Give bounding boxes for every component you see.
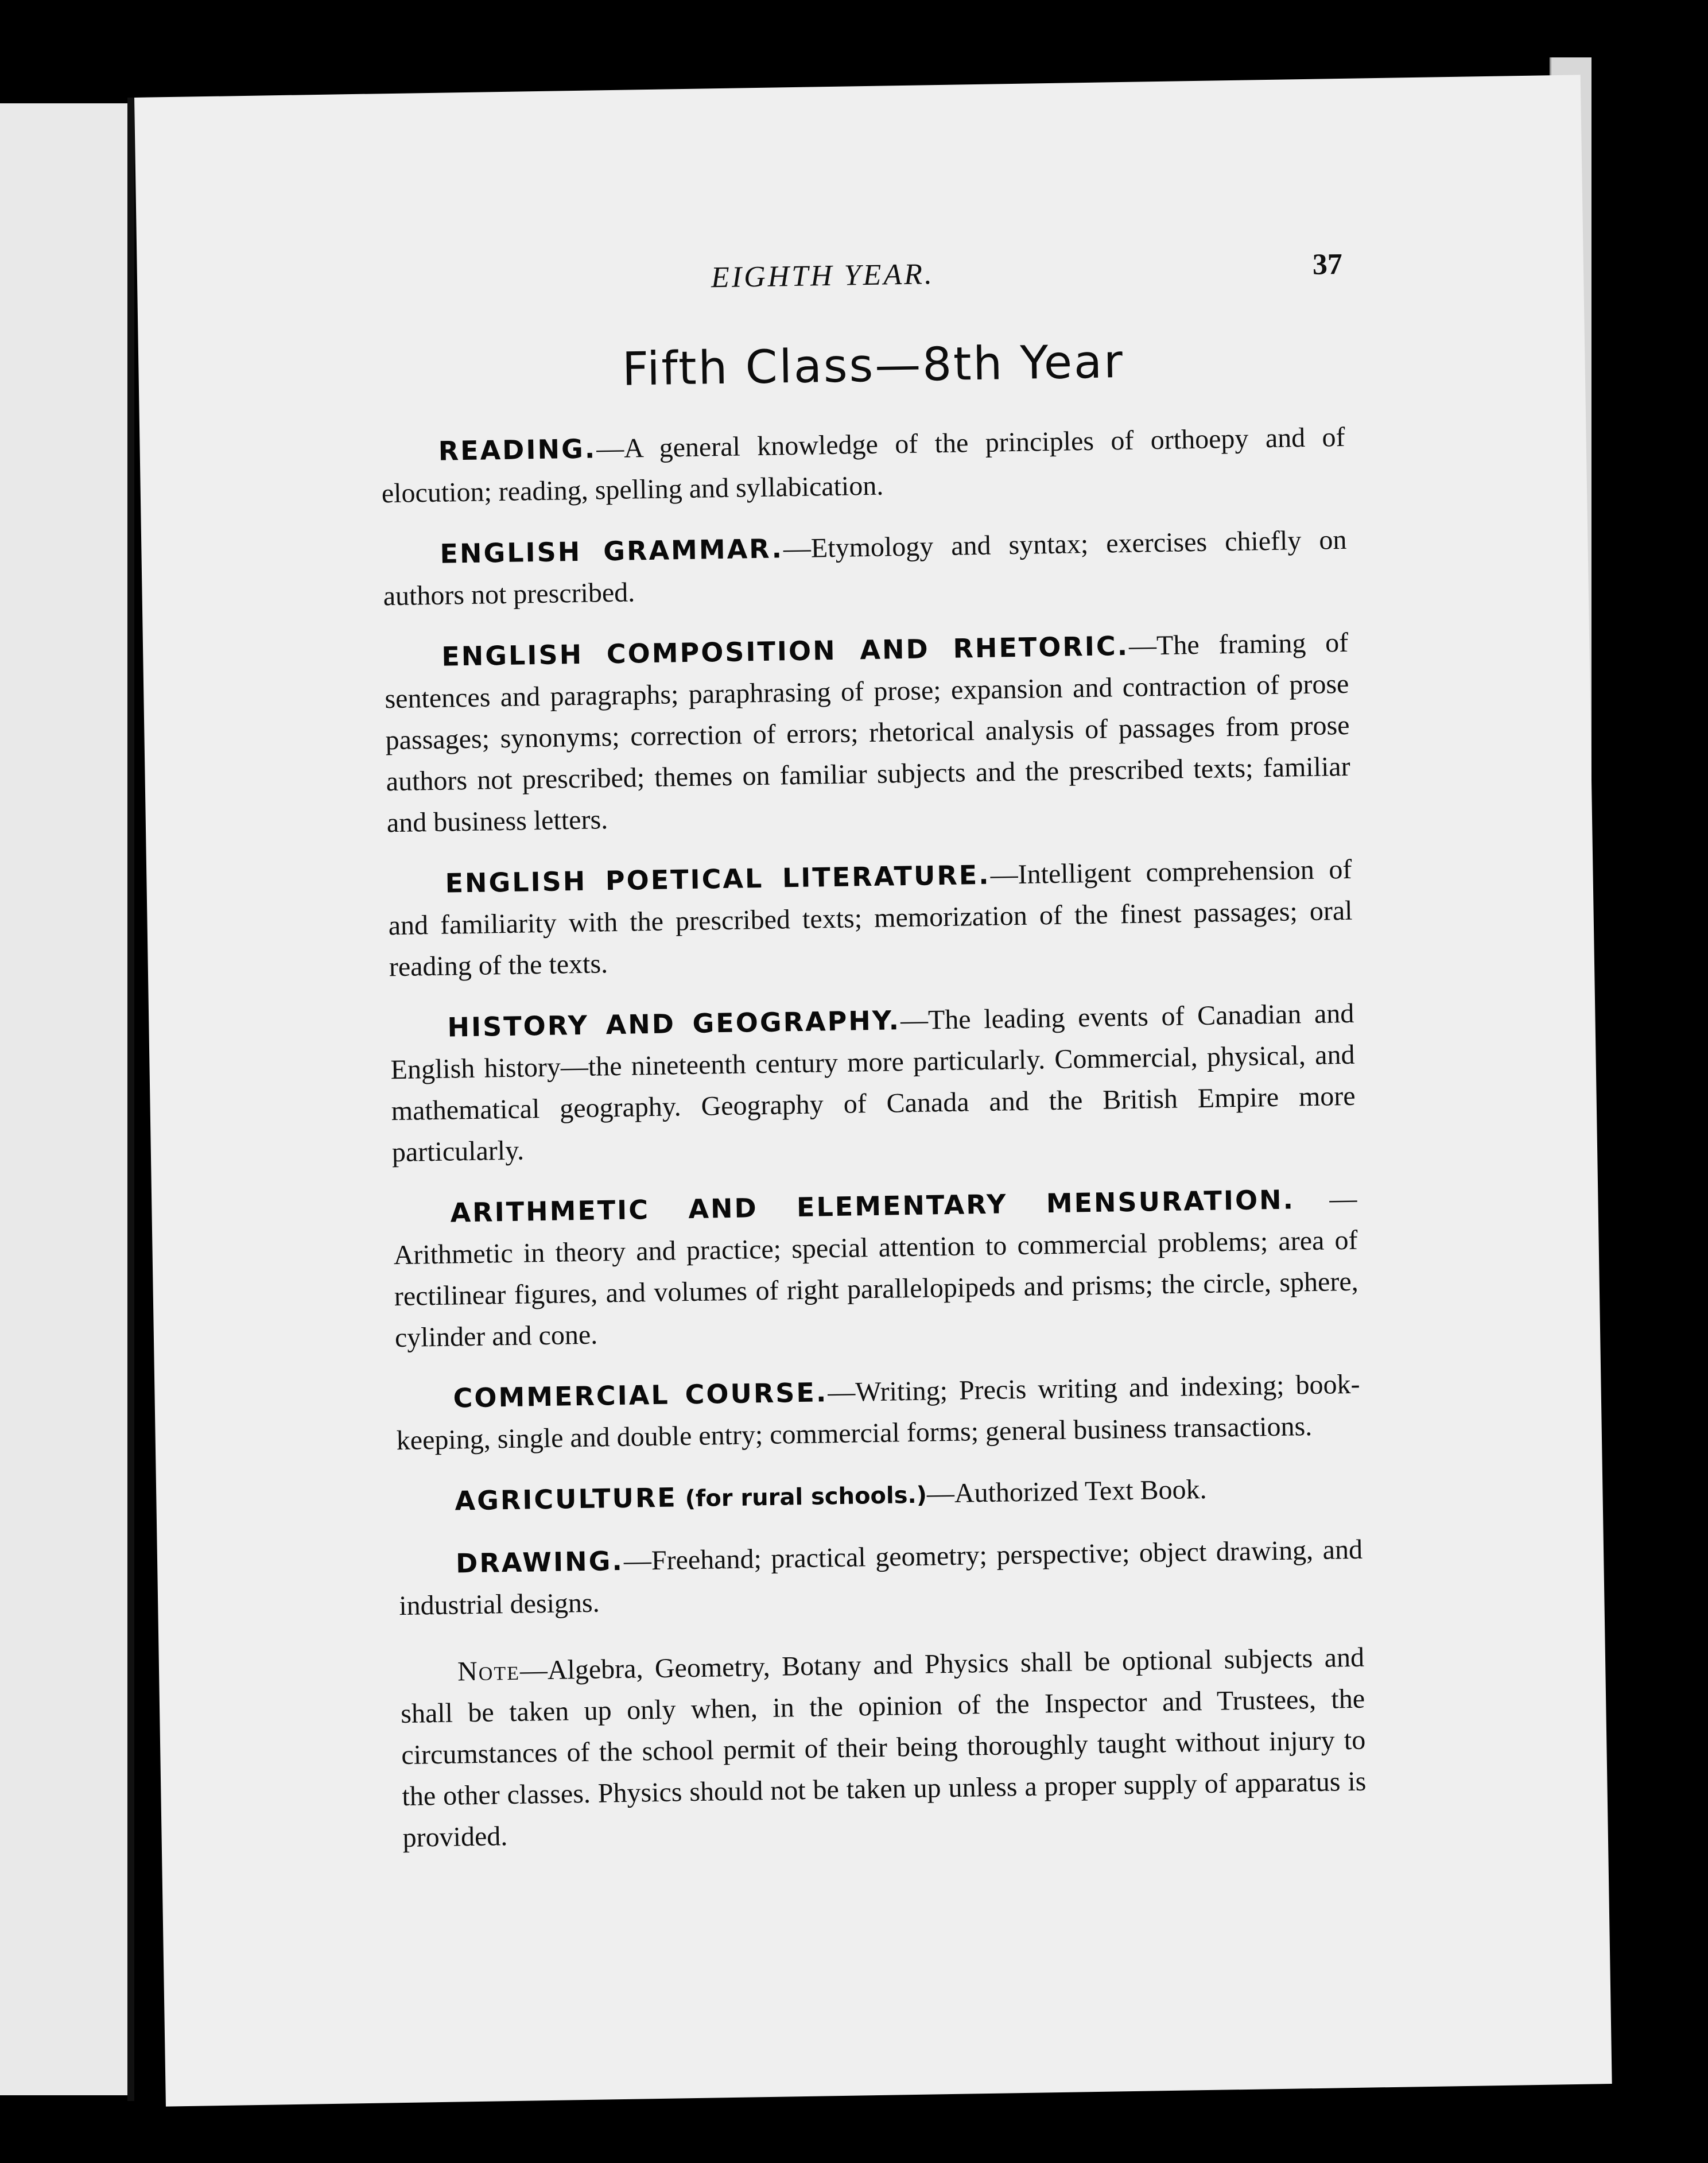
section-text: —Freehand; practical geometry; perspective; object drawing, and industrial designs. [398, 1534, 1363, 1622]
section-heading: ENGLISH GRAMMAR. [440, 533, 784, 569]
section-composition-rhetoric [384, 622, 1351, 844]
section-history-geography [390, 993, 1356, 1173]
section-reading [381, 416, 1346, 514]
running-head [378, 247, 1343, 312]
section-drawing [398, 1529, 1364, 1627]
facing-page-edge [0, 103, 129, 2095]
page-content [378, 247, 1368, 1878]
running-title: EIGHTH YEAR. [711, 258, 935, 294]
section-poetical-literature [387, 848, 1353, 988]
section-heading: READING. [438, 433, 597, 467]
section-arithmetic-mensuration [393, 1178, 1359, 1359]
section-agriculture [397, 1466, 1362, 1524]
section-text: —Authorized Text Book. [926, 1474, 1207, 1509]
section-heading: ENGLISH POETICAL LITERATURE. [445, 859, 991, 899]
section-heading: ARITHMETIC AND ELEMENTARY MENSURATION. [450, 1184, 1295, 1228]
section-text: —Intelligent comprehension of and familiarity with the prescribed texts; memorization of the finest passages; oral reading of the texts. [388, 854, 1353, 983]
section-heading: HISTORY AND GEOGRAPHY. [447, 1005, 901, 1043]
section-subheading: (for rural schools.) [677, 1482, 927, 1513]
section-heading: DRAWING. [455, 1545, 624, 1579]
section-text: —A general knowledge of the principles of orthoepy and of elocution; reading, spelling and syllabication. [381, 421, 1345, 509]
section-text: —Arithmetic in theory and practice; special attention to commercial problems; area of rectilinear figures, and volumes of right parallelopipeds and prisms; the circle, sphere, cylinder and cone. [393, 1183, 1359, 1354]
section-heading: AGRICULTURE [455, 1482, 678, 1517]
note-paragraph [400, 1637, 1367, 1859]
section-commercial-course [395, 1363, 1361, 1462]
section-text: —The framing of sentences and paragraphs; paraphrasing of prose; expansion and contraction of prose passages; synonyms; correction of errors; rhetorical analysis of passages from prose authors not prescribed; themes on familiar subjects and the prescribed texts; familiar and business letters. [385, 627, 1350, 839]
note-text: —Algebra, Geometry, Botany and Physics shall be optional subjects and shall be taken up only when, in the opinion of the Inspector and Trustees, the circumstances of the school permit of their being thoroughly taught without injury to the other classes. Physics should not be taken up unless a proper supply of apparatus is provided. [400, 1642, 1367, 1854]
section-text: —Etymology and syntax; exercises chiefly on authors not prescribed. [383, 524, 1347, 612]
section-heading: COMMERCIAL COURSE. [453, 1377, 828, 1414]
book-page [134, 75, 1612, 2106]
page-number: 37 [1312, 247, 1343, 281]
note-label: Note [457, 1655, 521, 1687]
section-heading: ENGLISH COMPOSITION AND RHETORIC. [441, 630, 1129, 672]
book-gutter [127, 98, 134, 2101]
section-text: —Writing; Precis writing and indexing; book-keeping, single and double entry; commercial forms; general business transactions. [396, 1369, 1360, 1456]
page-title: Fifth Class—8th Year [622, 334, 1125, 396]
section-english-grammar [382, 519, 1348, 617]
section-text: —The leading events of Canadian and English history—the nineteenth century more particularly. Commercial, physical, and mathematical geography. Geography of Canada and the British Empire more particularly. [390, 998, 1356, 1168]
